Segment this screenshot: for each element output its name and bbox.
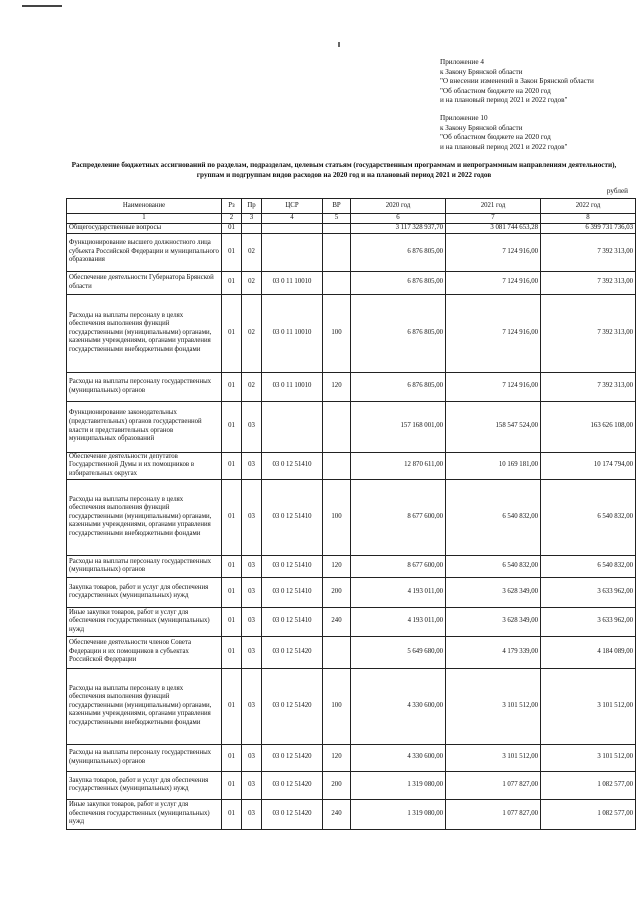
row-csr: 03 0 11 10010	[262, 271, 323, 294]
table-row	[67, 452, 636, 479]
appendix-10-line: Приложение 10	[440, 114, 488, 122]
column-number: 3	[242, 214, 262, 224]
row-name: Расходы на выплаты персоналу в целях обеспечения выполнения функций государственными (муниципальными) органами, казенными учреждениями, органами управления государственными внебюджетными фондами	[67, 294, 222, 372]
appendix-10-line: "Об областном бюджете на 2020 год	[440, 133, 551, 142]
table-row	[67, 372, 636, 401]
row-vr: 240	[323, 799, 351, 829]
row-vr: 100	[323, 668, 351, 744]
row-csr: 03 0 12 51410	[262, 452, 323, 479]
row-csr: 03 0 12 51420	[262, 636, 323, 668]
row-2020: 4 193 011,00	[351, 607, 446, 636]
row-name: Расходы на выплаты персоналу государственных (муниципальных) органов	[67, 372, 222, 401]
row-2022: 3 633 962,00	[541, 607, 636, 636]
row-vr	[323, 223, 351, 233]
scan-dot	[338, 42, 340, 47]
row-csr	[262, 223, 323, 233]
row-2022: 10 174 794,00	[541, 452, 636, 479]
row-2022: 6 540 832,00	[541, 479, 636, 555]
row-rz: 01	[222, 799, 242, 829]
row-rz: 01	[222, 479, 242, 555]
row-2020: 6 876 805,00	[351, 271, 446, 294]
row-vr	[323, 233, 351, 271]
appendix-10-block	[440, 114, 567, 152]
row-pr: 03	[242, 744, 262, 771]
row-rz: 01	[222, 636, 242, 668]
row-name: Функционирование высшего должностного лица субъекта Российской Федерации и муниципального образования	[67, 233, 222, 271]
table-row	[67, 223, 636, 233]
row-csr: 03 0 12 51420	[262, 799, 323, 829]
row-rz: 01	[222, 577, 242, 607]
row-vr	[323, 452, 351, 479]
row-2020: 6 876 805,00	[351, 372, 446, 401]
row-2020: 3 117 328 937,70	[351, 223, 446, 233]
row-csr	[262, 233, 323, 271]
row-csr: 03 0 11 10010	[262, 372, 323, 401]
row-2021: 3 101 512,00	[446, 744, 541, 771]
row-rz: 01	[222, 223, 242, 233]
table-row	[67, 271, 636, 294]
table-row	[67, 744, 636, 771]
column-number: 5	[323, 214, 351, 224]
row-name: Иные закупки товаров, работ и услуг для обеспечения государственных (муниципальных) нужд	[67, 607, 222, 636]
row-2022: 6 399 731 736,03	[541, 223, 636, 233]
row-rz: 01	[222, 401, 242, 452]
table-row	[67, 233, 636, 271]
appendix-10-line: к Закону Брянской области	[440, 123, 523, 132]
table-row	[67, 294, 636, 372]
row-2022: 7 392 313,00	[541, 372, 636, 401]
row-pr: 02	[242, 271, 262, 294]
row-pr: 03	[242, 555, 262, 577]
table-row	[67, 479, 636, 555]
row-rz: 01	[222, 271, 242, 294]
row-name: Расходы на выплаты персоналу государственных (муниципальных) органов	[67, 744, 222, 771]
table-header-row	[67, 199, 636, 214]
table-row	[67, 607, 636, 636]
row-pr: 03	[242, 771, 262, 799]
row-pr: 03	[242, 452, 262, 479]
row-pr: 03	[242, 479, 262, 555]
row-rz: 01	[222, 452, 242, 479]
header-name: Наименование	[67, 199, 222, 214]
row-2020: 157 168 001,00	[351, 401, 446, 452]
row-vr	[323, 401, 351, 452]
row-name: Обеспечение деятельности депутатов Государственной Думы и их помощников в избирательных округах	[67, 452, 222, 479]
appendix-4-line: "Об областном бюджете на 2020 год	[440, 86, 551, 95]
row-2021: 7 124 916,00	[446, 294, 541, 372]
row-2020: 4 330 600,00	[351, 668, 446, 744]
row-vr: 120	[323, 372, 351, 401]
header-vr: ВР	[323, 199, 351, 214]
row-2021: 4 179 339,00	[446, 636, 541, 668]
row-2021: 7 124 916,00	[446, 233, 541, 271]
row-pr: 03	[242, 577, 262, 607]
row-vr	[323, 636, 351, 668]
row-rz: 01	[222, 771, 242, 799]
row-vr	[323, 271, 351, 294]
row-2021: 7 124 916,00	[446, 372, 541, 401]
row-rz: 01	[222, 607, 242, 636]
row-2020: 4 330 600,00	[351, 744, 446, 771]
row-csr: 03 0 12 51420	[262, 668, 323, 744]
table-row	[67, 555, 636, 577]
row-2022: 7 392 313,00	[541, 294, 636, 372]
row-pr: 02	[242, 372, 262, 401]
row-csr: 03 0 12 51410	[262, 555, 323, 577]
row-csr: 03 0 12 51420	[262, 744, 323, 771]
row-2022: 1 082 577,00	[541, 771, 636, 799]
row-name: Функционирование законодательных (представительных) органов государственной власти и представительных органов муниципальных образований	[67, 401, 222, 452]
row-2021: 3 101 512,00	[446, 668, 541, 744]
row-2022: 163 626 108,00	[541, 401, 636, 452]
header-rz: Рз	[222, 199, 242, 214]
row-pr: 02	[242, 294, 262, 372]
row-name: Закупка товаров, работ и услуг для обеспечения государственных (муниципальных) нужд	[67, 771, 222, 799]
row-pr: 03	[242, 668, 262, 744]
row-pr	[242, 223, 262, 233]
row-2021: 1 077 827,00	[446, 799, 541, 829]
row-csr	[262, 401, 323, 452]
row-2022: 6 540 832,00	[541, 555, 636, 577]
budget-table	[66, 198, 636, 830]
row-name: Обеспечение деятельности членов Совета Федерации и их помощников в субъектах Российской Федерации	[67, 636, 222, 668]
row-2021: 158 547 524,00	[446, 401, 541, 452]
row-name: Иные закупки товаров, работ и услуг для обеспечения государственных (муниципальных) нужд	[67, 799, 222, 829]
row-csr: 03 0 12 51410	[262, 577, 323, 607]
appendix-4-block	[440, 58, 594, 106]
row-2020: 12 870 611,00	[351, 452, 446, 479]
row-2022: 3 101 512,00	[541, 744, 636, 771]
row-2020: 8 677 600,00	[351, 555, 446, 577]
row-2021: 7 124 916,00	[446, 271, 541, 294]
column-number: 8	[541, 214, 636, 224]
budget-table-body	[67, 223, 636, 829]
row-2021: 3 081 744 653,28	[446, 223, 541, 233]
row-vr: 120	[323, 555, 351, 577]
row-name: Закупка товаров, работ и услуг для обеспечения государственных (муниципальных) нужд	[67, 577, 222, 607]
row-2022: 7 392 313,00	[541, 233, 636, 271]
row-name: Расходы на выплаты персоналу в целях обеспечения выполнения функций государственными (муниципальными) органами, казенными учреждениями, органами управления государственными внебюджетными фондами	[67, 479, 222, 555]
row-name: Обеспечение деятельности Губернатора Брянской области	[67, 271, 222, 294]
row-2020: 5 649 680,00	[351, 636, 446, 668]
appendix-4-line: и на плановый период 2021 и 2022 годов"	[440, 96, 568, 105]
row-vr: 100	[323, 479, 351, 555]
row-pr: 03	[242, 799, 262, 829]
row-pr: 03	[242, 401, 262, 452]
document-title: Распределение бюджетных ассигнований по разделам, подразделам, целевым статьям (государственным программам и непрограммным направлениям деятельности), группам и подгруппам видов расходов на 2020 год и на плановый период 2021 и 2022 годов	[71, 161, 617, 179]
row-csr: 03 0 12 51410	[262, 607, 323, 636]
row-rz: 01	[222, 233, 242, 271]
row-2020: 6 876 805,00	[351, 294, 446, 372]
row-2021: 6 540 832,00	[446, 555, 541, 577]
table-row	[67, 668, 636, 744]
row-csr: 03 0 12 51420	[262, 771, 323, 799]
table-row	[67, 401, 636, 452]
appendix-4-line: "О внесении изменений в Закон Брянской области	[440, 77, 594, 86]
row-pr: 03	[242, 607, 262, 636]
row-2022: 7 392 313,00	[541, 271, 636, 294]
row-2022: 1 082 577,00	[541, 799, 636, 829]
row-rz: 01	[222, 555, 242, 577]
table-row	[67, 799, 636, 829]
row-pr: 02	[242, 233, 262, 271]
column-number: 2	[222, 214, 242, 224]
row-name: Расходы на выплаты персоналу в целях обеспечения выполнения функций государственными (муниципальными) органами, казенными учреждениями, органами управления государственными внебюджетными фондами	[67, 668, 222, 744]
row-2021: 1 077 827,00	[446, 771, 541, 799]
table-row	[67, 577, 636, 607]
row-2020: 1 319 080,00	[351, 799, 446, 829]
row-name: Расходы на выплаты персоналу государственных (муниципальных) органов	[67, 555, 222, 577]
row-2022: 3 101 512,00	[541, 668, 636, 744]
row-2021: 10 169 181,00	[446, 452, 541, 479]
row-2021: 3 628 349,00	[446, 577, 541, 607]
row-rz: 01	[222, 744, 242, 771]
column-number: 1	[67, 214, 222, 224]
header-2020: 2020 год	[351, 199, 446, 214]
appendix-4-line: Приложение 4	[440, 58, 484, 66]
row-vr: 200	[323, 771, 351, 799]
row-vr: 200	[323, 577, 351, 607]
scan-mark	[22, 5, 62, 7]
row-2021: 3 628 349,00	[446, 607, 541, 636]
row-rz: 01	[222, 294, 242, 372]
row-2020: 1 319 080,00	[351, 771, 446, 799]
row-2020: 4 193 011,00	[351, 577, 446, 607]
row-vr: 240	[323, 607, 351, 636]
column-number: 6	[351, 214, 446, 224]
column-number-row	[67, 214, 636, 224]
row-rz: 01	[222, 372, 242, 401]
row-rz: 01	[222, 668, 242, 744]
table-row	[67, 636, 636, 668]
header-csr: ЦСР	[262, 199, 323, 214]
row-2021: 6 540 832,00	[446, 479, 541, 555]
row-csr: 03 0 11 10010	[262, 294, 323, 372]
row-2022: 3 633 962,00	[541, 577, 636, 607]
currency-unit: рублей	[606, 187, 628, 195]
column-number: 4	[262, 214, 323, 224]
header-2022: 2022 год	[541, 199, 636, 214]
column-number: 7	[446, 214, 541, 224]
row-name: Общегосударственные вопросы	[67, 223, 222, 233]
header-pr: Пр	[242, 199, 262, 214]
row-2022: 4 184 089,00	[541, 636, 636, 668]
row-vr: 120	[323, 744, 351, 771]
row-2020: 6 876 805,00	[351, 233, 446, 271]
row-csr: 03 0 12 51410	[262, 479, 323, 555]
appendix-4-line: к Закону Брянской области	[440, 67, 523, 76]
row-pr: 03	[242, 636, 262, 668]
row-2020: 8 677 600,00	[351, 479, 446, 555]
table-row	[67, 771, 636, 799]
appendix-10-line: и на плановый период 2021 и 2022 годов"	[440, 142, 568, 151]
row-vr: 100	[323, 294, 351, 372]
header-2021: 2021 год	[446, 199, 541, 214]
